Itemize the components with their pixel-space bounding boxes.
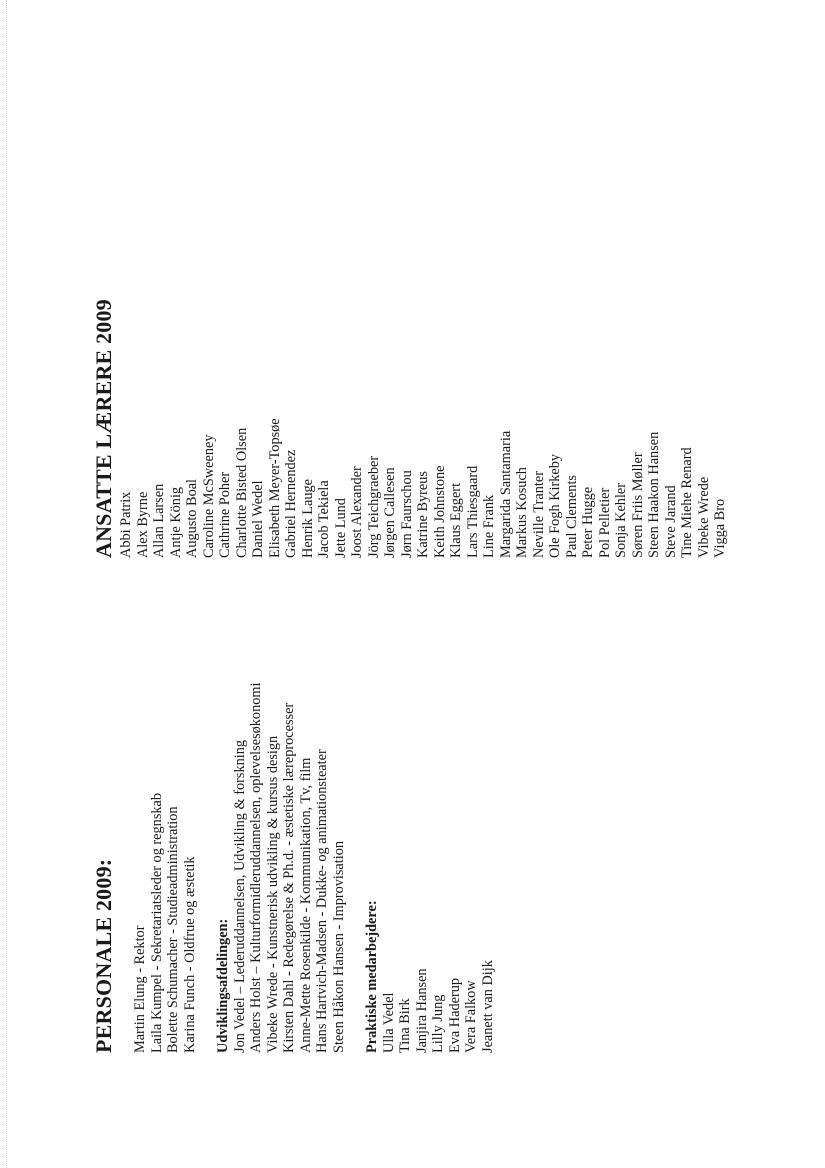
list-item: Anders Holst – Kulturformidleruddannelsen, oplevelsesøkonomi <box>248 682 264 1053</box>
list-item: Pol Pelletier <box>596 487 613 558</box>
praktiske-list <box>381 683 497 1053</box>
list-item: Steen Håkon Hansen - Improvisation <box>330 840 347 1053</box>
list-item: Laila Kumpel - Sekretariatsleder og regnskab <box>148 792 165 1053</box>
list-item: Vigga Bro <box>712 498 728 558</box>
list-item: Hans Hartvich-Madsen - Dukke- og animationsteater <box>314 749 330 1053</box>
list-item: Martin Elung - Rektor <box>132 925 148 1053</box>
list-item: Markus Kosuch <box>514 467 530 558</box>
list-item: Bolette Schumacher - Studieadministration <box>165 806 181 1053</box>
list-item: Vibeke Wrede <box>695 476 712 558</box>
list-item: Jacob Tekiela <box>316 480 332 558</box>
list-item: Lilly Jung <box>430 994 446 1053</box>
list-item: Janjira Hansen <box>413 968 430 1053</box>
list-item: Jörg Teichgraeber <box>365 455 382 558</box>
laerere-list <box>118 299 729 558</box>
list-item: Jørn Faurschou <box>398 470 415 558</box>
list-item: Vibeke Wrede - Kunstnerisk udvikling & kursus design <box>264 735 281 1053</box>
udvikling-heading: Udviklingsafdelingen: <box>215 918 231 1053</box>
list-item: Joost Alexander <box>349 466 365 558</box>
list-item: Daniel Wedel <box>250 480 266 558</box>
ledelse-list <box>132 683 198 1053</box>
list-item: Karina Funch - Oldfrue og æstetik <box>181 856 198 1053</box>
list-item: Tina Birk <box>397 998 413 1053</box>
list-item: Abbi Patrix <box>118 491 134 558</box>
list-item: Paul Clements <box>563 475 580 558</box>
list-item: Jeanett van Dijk <box>479 960 496 1053</box>
laerere-column <box>90 299 729 558</box>
list-item: Steve Jarand <box>662 485 679 558</box>
list-item: Jon Vedel – Lederuddannelsen, Udvikling & forskning <box>231 739 248 1053</box>
list-item: Antje König <box>167 486 184 558</box>
list-item: Jørgen Callesen <box>382 467 398 558</box>
list-item: Jette Lund <box>332 498 349 558</box>
list-item: Caroline McSweeney <box>200 434 217 558</box>
list-item: Lars Thiesgaard <box>464 465 481 558</box>
list-item: Cathrine Poher <box>217 471 233 558</box>
list-item: Eva Haderup <box>446 977 463 1053</box>
list-item: Ulla Vedel <box>380 992 397 1053</box>
personale-column <box>90 683 496 1053</box>
laerere-title: ANSATTE LÆRERE 2009 <box>91 299 116 558</box>
list-item: Anne-Mette Rosenkilde - Kommunikation, Tv, film <box>297 757 314 1053</box>
personale-title: PERSONALE 2009: <box>91 858 116 1053</box>
udvikling-list <box>232 683 348 1053</box>
list-item: Katrine Byreus <box>415 471 431 558</box>
list-item: Augusto Boal <box>184 478 200 558</box>
list-item: Peter Hugge <box>580 486 596 558</box>
list-item: Margarida Santamaria <box>497 430 514 558</box>
list-item: Søren Friis Møller <box>629 452 646 558</box>
list-item: Tine Miehe Renard <box>679 447 695 558</box>
list-item: Steen Haakon Hansen <box>646 431 662 558</box>
list-item: Sonja Kehler <box>613 482 629 558</box>
list-item: Alex Byrne <box>134 491 151 558</box>
list-item: Henrik Lauge <box>299 479 316 558</box>
scan-edge-mark <box>6 0 7 1168</box>
list-item: Klaus Eggert <box>448 482 464 558</box>
list-item: Neville Tranter <box>530 471 547 558</box>
list-item: Kirsten Dahl - Redegørelse & Ph.d. - æstetiske læreprocesser <box>281 702 297 1053</box>
list-item: Ole Fogh Kirkeby <box>547 453 563 558</box>
list-item: Charlotte Bisted Olsen <box>233 427 250 558</box>
list-item: Keith Johnstone <box>431 465 448 558</box>
list-item: Gabriel Hernendez <box>283 449 299 558</box>
list-item: Vera Falkow <box>463 980 479 1053</box>
list-item: Elisabeth Meyer-Topsøe <box>266 418 283 558</box>
praktiske-heading: Praktiske medarbejdere: <box>364 900 380 1053</box>
list-item: Line Frank <box>481 494 497 558</box>
list-item: Allan Larsen <box>151 483 167 558</box>
